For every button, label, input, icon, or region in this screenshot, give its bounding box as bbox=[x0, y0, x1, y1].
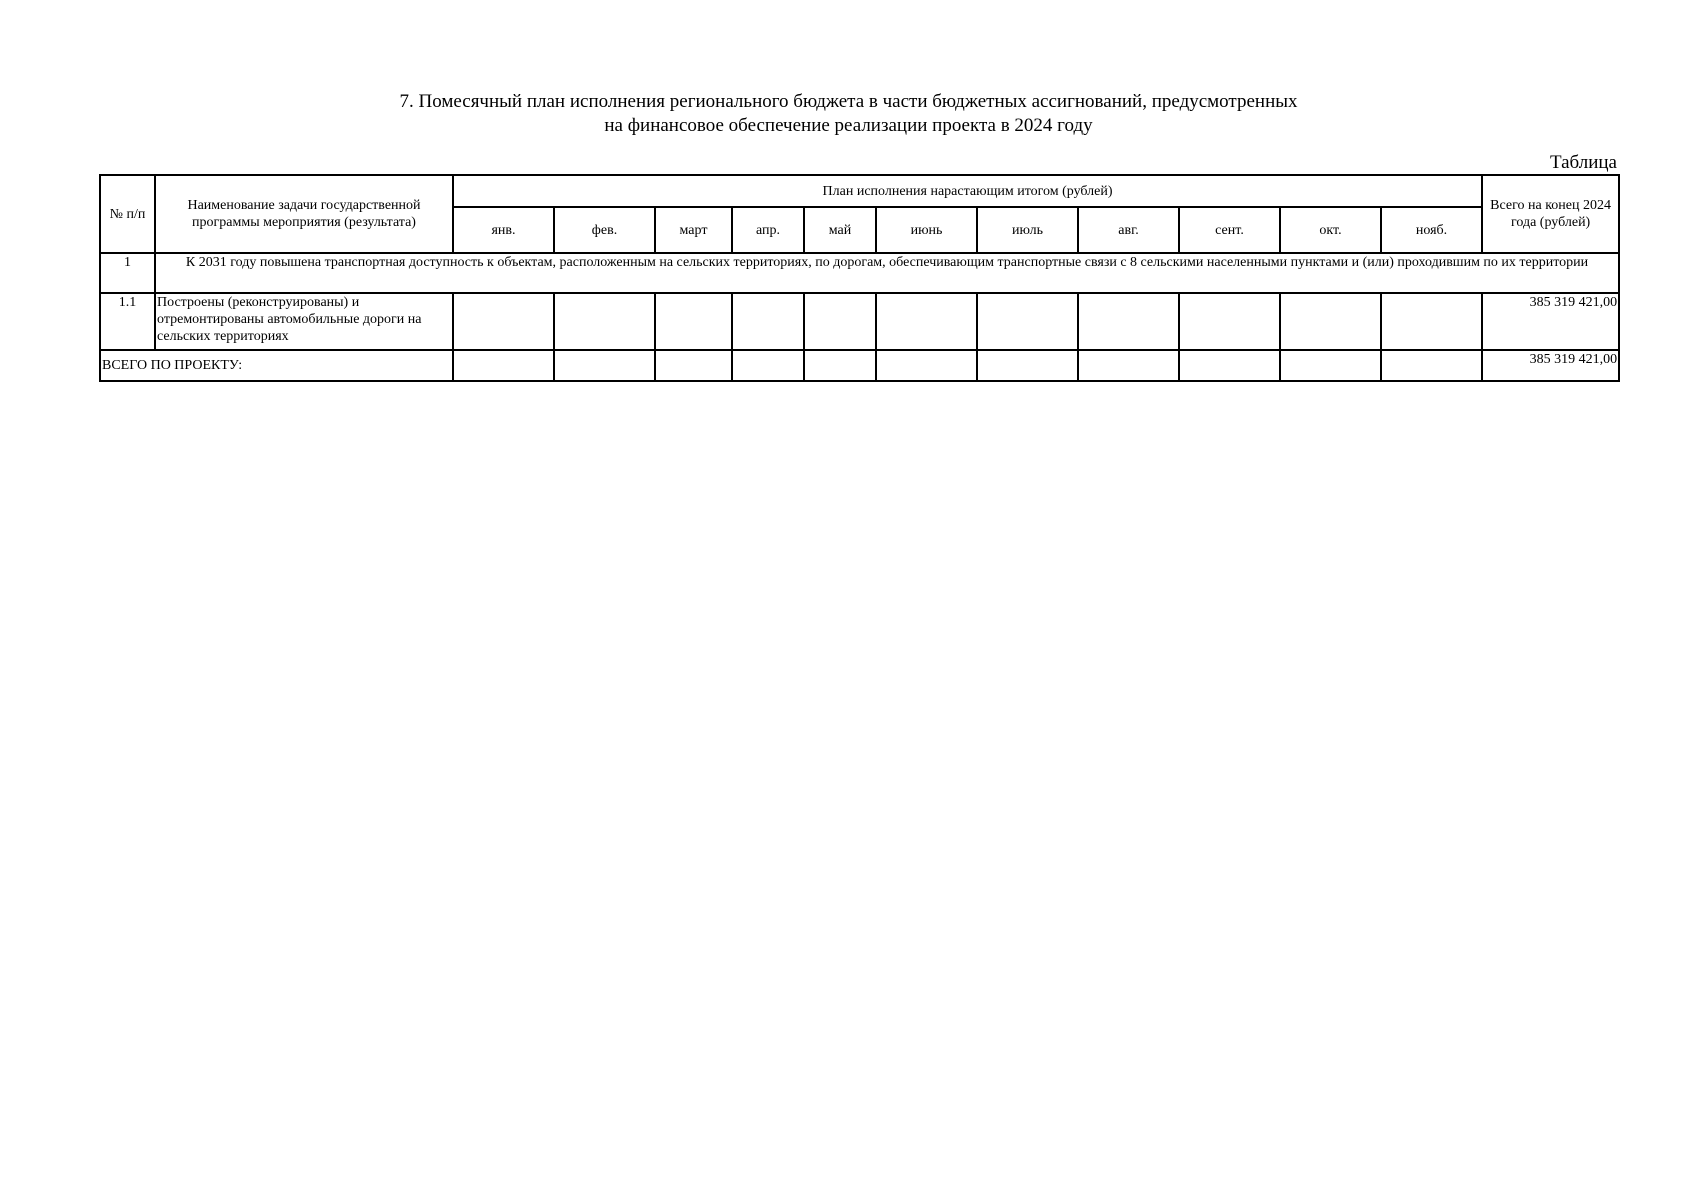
header-month: янв. bbox=[453, 207, 554, 253]
header-month: июнь bbox=[876, 207, 977, 253]
month-value-cell bbox=[1078, 350, 1179, 381]
total-label: ВСЕГО ПО ПРОЕКТУ: bbox=[100, 350, 453, 381]
task-description: К 2031 году повышена транспортная доступность к объектам, расположенным на сельских территориях, по дорогам, обеспечивающим транспортные связи с 8 сельскими населенными пунктами и (или) проходившим по их территории bbox=[155, 253, 1619, 293]
header-total: Всего на конец 2024 года (рублей) bbox=[1482, 175, 1619, 253]
header-number: № п/п bbox=[100, 175, 155, 253]
month-value-cell bbox=[804, 293, 876, 350]
header-plan-group: План исполнения нарастающим итогом (рублей) bbox=[453, 175, 1482, 207]
table-caption: Таблица bbox=[1549, 152, 1617, 173]
month-value-cell bbox=[655, 350, 732, 381]
month-value-cell bbox=[1179, 350, 1280, 381]
month-value-cell bbox=[453, 293, 554, 350]
result-name: Построены (реконструированы) и отремонтированы автомобильные дороги на сельских территориях bbox=[155, 293, 453, 350]
month-value-cell bbox=[804, 350, 876, 381]
month-value-cell bbox=[1078, 293, 1179, 350]
header-month: сент. bbox=[1179, 207, 1280, 253]
month-value-cell bbox=[1381, 350, 1482, 381]
header-month: фев. bbox=[554, 207, 655, 253]
row-number: 1 bbox=[100, 253, 155, 293]
header-month: апр. bbox=[732, 207, 804, 253]
month-value-cell bbox=[977, 293, 1078, 350]
table-row-total bbox=[100, 350, 1619, 381]
budget-plan-table bbox=[99, 174, 1620, 382]
month-value-cell bbox=[732, 293, 804, 350]
header-row-top bbox=[100, 175, 1619, 207]
month-value-cell bbox=[554, 293, 655, 350]
month-value-cell bbox=[1280, 293, 1381, 350]
header-month: март bbox=[655, 207, 732, 253]
month-value-cell bbox=[1179, 293, 1280, 350]
month-value-cell bbox=[1280, 350, 1381, 381]
header-month: май bbox=[804, 207, 876, 253]
row-number: 1.1 bbox=[100, 293, 155, 350]
project-total-amount: 385 319 421,00 bbox=[1482, 350, 1619, 381]
header-month: авг. bbox=[1078, 207, 1179, 253]
month-value-cell bbox=[876, 293, 977, 350]
header-name: Наименование задачи государственной программы мероприятия (результата) bbox=[155, 175, 453, 253]
document-title-line-1: 7. Помесячный план исполнения регионального бюджета в части бюджетных ассигнований, предусмотренных bbox=[399, 91, 1298, 112]
month-value-cell bbox=[1381, 293, 1482, 350]
month-value-cell bbox=[655, 293, 732, 350]
header-month: нояб. bbox=[1381, 207, 1482, 253]
table-row-result bbox=[100, 293, 1619, 350]
month-value-cell bbox=[977, 350, 1078, 381]
month-value-cell bbox=[876, 350, 977, 381]
table-row-task bbox=[100, 253, 1619, 293]
header-month: окт. bbox=[1280, 207, 1381, 253]
month-value-cell bbox=[732, 350, 804, 381]
result-total-amount: 385 319 421,00 bbox=[1482, 293, 1619, 350]
header-month: июль bbox=[977, 207, 1078, 253]
document-title bbox=[0, 90, 1697, 138]
document-title-line-2: на финансовое обеспечение реализации проекта в 2024 году bbox=[604, 115, 1093, 136]
month-value-cell bbox=[554, 350, 655, 381]
month-value-cell bbox=[453, 350, 554, 381]
